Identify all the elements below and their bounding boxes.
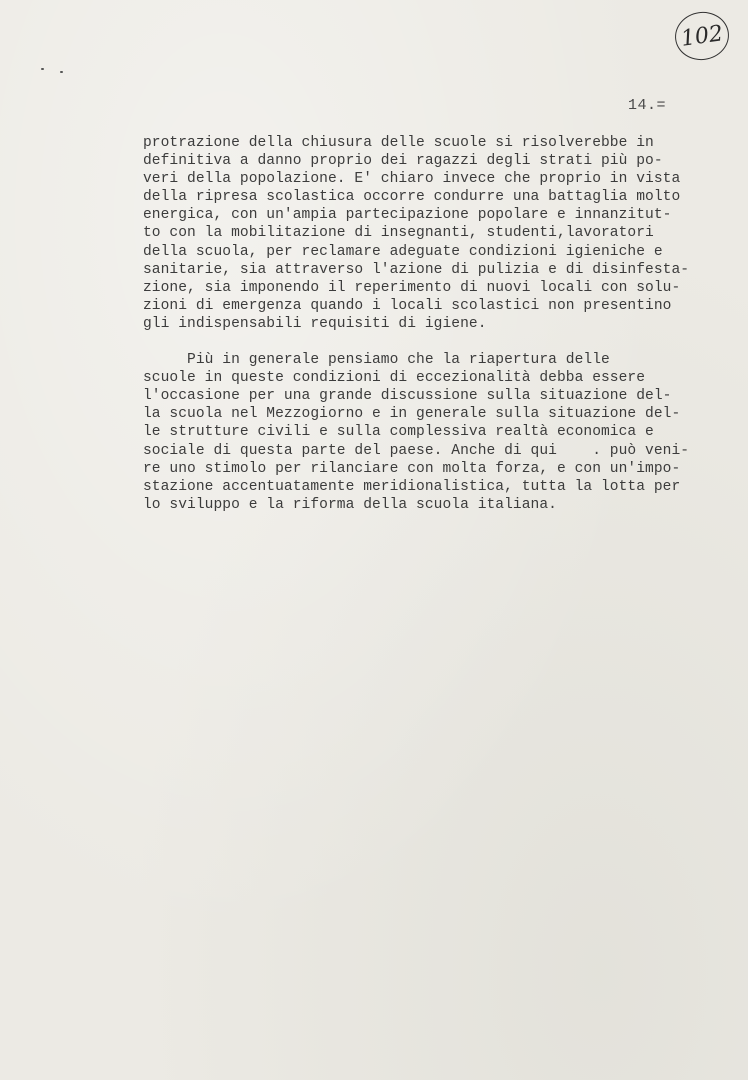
text-line: lo sviluppo e la riforma della scuola italiana.	[143, 496, 557, 513]
paragraph-1	[143, 134, 703, 333]
paragraph-2	[143, 351, 703, 514]
text-line: la scuola nel Mezzogiorno e in generale sulla situazione del-	[143, 406, 681, 423]
archive-number-stamp	[672, 8, 732, 63]
text-line: l'occasione per una grande discussione sulla situazione del-	[143, 388, 672, 405]
text-line: sanitarie, sia attraverso l'azione di pulizia e di disinfesta-	[143, 261, 690, 278]
text-line: definitiva a danno proprio dei ragazzi degli strati più po-	[143, 153, 663, 170]
text-line: scuole in queste condizioni di eccezionalità debba essere	[143, 370, 646, 387]
text-line: della ripresa scolastica occorre condurre una battaglia molto	[143, 189, 681, 206]
text-line: della scuola, per reclamare adeguate condizioni igieniche e	[143, 243, 663, 260]
text-line: zione, sia imponendo il reperimento di nuovi locali con solu-	[143, 279, 681, 296]
archive-number: 102	[679, 20, 725, 52]
text-line: re uno stimolo per rilanciare con molta forza, e con un'impo-	[143, 460, 681, 477]
body-text	[143, 134, 703, 514]
text-line: protrazione della chiusura delle scuole si risolverebbe in	[143, 135, 654, 151]
scan-speck	[41, 68, 44, 70]
text-line: le strutture civili e sulla complessiva realtà economica e	[143, 424, 654, 441]
text-line: zioni di emergenza quando i locali scolastici non presentino	[143, 297, 672, 314]
text-line: veri della popolazione. E' chiaro invece che proprio in vista	[143, 171, 681, 188]
scan-speck	[60, 71, 63, 73]
text-line: stazione accentuatamente meridionalistica, tutta la lotta per	[143, 478, 681, 495]
text-line: Più in generale pensiamo che la riapertura delle	[143, 352, 610, 369]
text-line: to con la mobilitazione di insegnanti, studenti,lavoratori	[143, 225, 654, 242]
page-number: 14.=	[628, 97, 667, 114]
text-line: energica, con un'ampia partecipazione popolare e innanzitut-	[143, 207, 672, 224]
text-line: gli indispensabili requisiti di igiene.	[143, 315, 487, 332]
text-line: sociale di questa parte del paese. Anche di qui . può veni-	[143, 442, 690, 459]
